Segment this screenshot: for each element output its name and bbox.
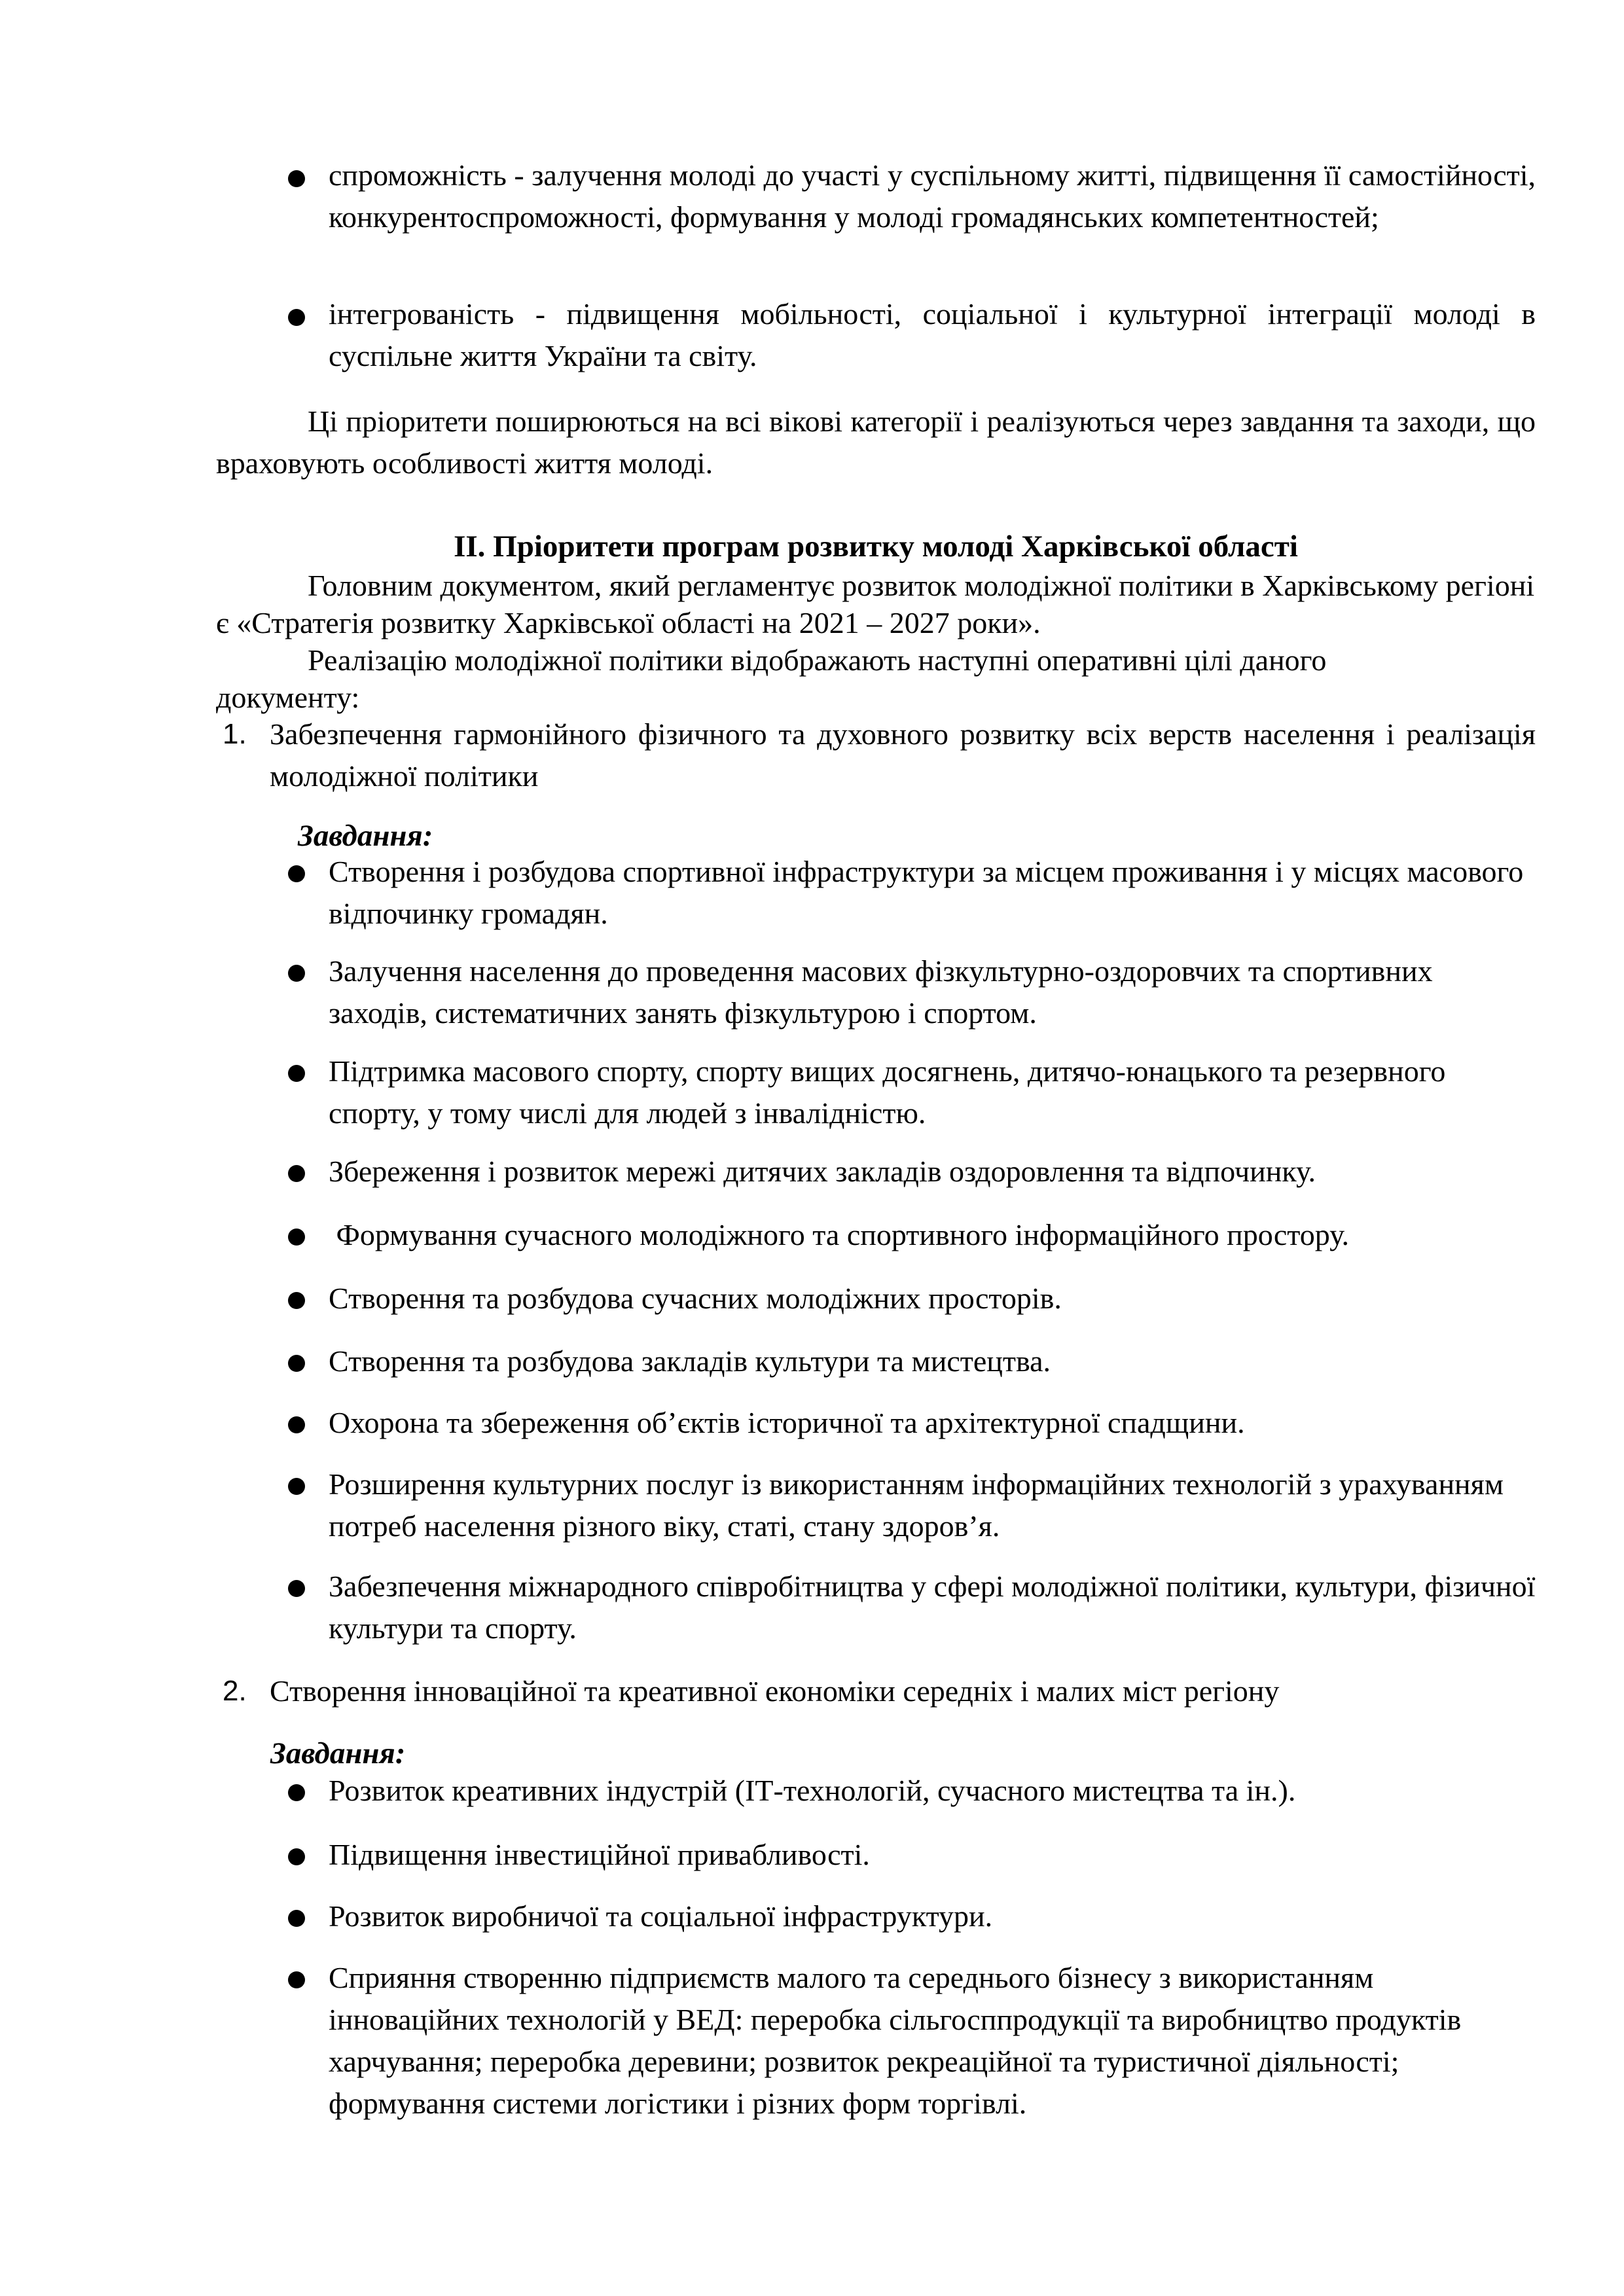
section-paragraph-1: Головним документом, який регламентує розвиток молодіжної політики в Харківському регіоні є «Стратегія розвитку Харківської області на 2021 – 2027 роки». [216,569,1535,639]
goal-item-2 [223,1670,1536,1712]
task-item [288,1214,1536,1256]
intro-paragraph: Ці пріоритети поширюються на всі вікові категорії і реалізуються через завдання та заходи, що враховують особливості життя молоді. [216,404,1536,480]
bullet-icon [288,1416,305,1433]
goal-item-1 [223,713,1536,797]
task-text: Формування сучасного молодіжного та спортивного інформаційного простору. [329,1218,1350,1251]
bullet-icon [288,170,305,187]
task-item [288,1895,1536,1937]
bullet-icon [288,1910,305,1927]
goal-title: Забезпечення гармонійного фізичного та духовного розвитку всіх верств населення і реалізація молодіжної політики [270,717,1536,793]
task-item [288,1770,1536,1812]
task-text: Забезпечення міжнародного співробітництва у сфері молодіжної політики, культури, фізичної культури та спорту. [329,1570,1536,1645]
task-text: Залучення населення до проведення масових фізкультурно-оздоровчих та спортивних заходів, систематичних занять фізкультурою і спортом. [329,954,1433,1030]
task-item [288,1834,1536,1876]
task-text: Створення та розбудова закладів культури та мистецтва. [329,1344,1051,1378]
intro-bullet-text: спроможність - залучення молоді до участі у суспільному житті, підвищення її самостійності, конкурентоспроможності, формування у молоді громадянських компетентностей; [329,158,1536,234]
task-text: Створення та розбудова сучасних молодіжних просторів. [329,1282,1062,1315]
task-text: Сприяння створенню підприємств малого та середнього бізнесу з використанням інноваційних технологій у ВЕД: переробка сільгосппродукції та виробництво продуктів харчування; переробка деревини; розвиток рекреаційної та туристичної діяльності; формування системи логістики і різних форм торгівлі. [329,1961,1462,2120]
bullet-icon [288,1971,305,1988]
tasks-label: Завдання: [298,819,433,853]
bullet-icon [288,309,305,326]
task-item [288,950,1536,1034]
task-text: Розвиток виробничої та соціальної інфраструктури. [329,1899,993,1933]
bullet-icon [288,1580,305,1597]
section-paragraph-2: Реалізацію молодіжної політики відображають наступні оперативні цілі даного документу: [216,643,1327,714]
task-item [288,1566,1536,1649]
goal-title: Створення інноваційної та креативної економіки середніх і малих міст регіону [270,1674,1280,1708]
task-item [288,1340,1536,1382]
task-text: Розвиток креативних індустрій (ІТ-технологій, сучасного мистецтва та ін.). [329,1774,1296,1807]
task-item [288,1957,1519,2125]
bullet-icon [288,1355,305,1372]
task-item [288,1402,1536,1444]
intro-bullet-item [288,154,1536,238]
goal-number: 2. [223,1675,247,1707]
goal-number: 1. [223,718,247,750]
intro-bullet-item [288,293,1536,377]
task-text: Підвищення інвестиційної привабливості. [329,1838,870,1871]
task-item [288,1278,1536,1319]
task-item [288,1463,1536,1547]
task-text: Охорона та збереження об’єктів історичної та архітектурної спадщини. [329,1406,1245,1439]
bullet-icon [288,1229,305,1246]
bullet-icon [288,1848,305,1865]
task-item [288,1151,1536,1193]
bullet-icon [288,865,305,882]
bullet-icon [288,1784,305,1801]
bullet-icon [288,1292,305,1309]
task-text: Підтримка масового спорту, спорту вищих досягнень, дитячо-юнацького та резервного спорту, у тому числі для людей з інвалідністю. [329,1054,1446,1130]
bullet-icon [288,1478,305,1495]
bullet-icon [288,1065,305,1082]
intro-bullet-text: інтегрованість - підвищення мобільності, соціальної і культурної інтеграції молоді в суспільне життя України та світу. [329,297,1536,372]
task-item [288,1050,1536,1134]
task-item [288,851,1536,935]
bullet-icon [288,965,305,982]
section-heading: ІІ. Пріоритети програм розвитку молоді Харківської області [454,529,1298,564]
task-text: Збереження і розвиток мережі дитячих закладів оздоровлення та відпочинку. [329,1155,1316,1188]
task-text: Створення і розбудова спортивної інфраструктури за місцем проживання і у місцях масового відпочинку громадян. [329,855,1524,930]
bullet-icon [288,1165,305,1182]
tasks-label: Завдання: [270,1736,406,1770]
task-text: Розширення культурних послуг із використанням інформаційних технологій з урахуванням потреб населення різного віку, статі, стану здоров’я. [329,1467,1504,1543]
